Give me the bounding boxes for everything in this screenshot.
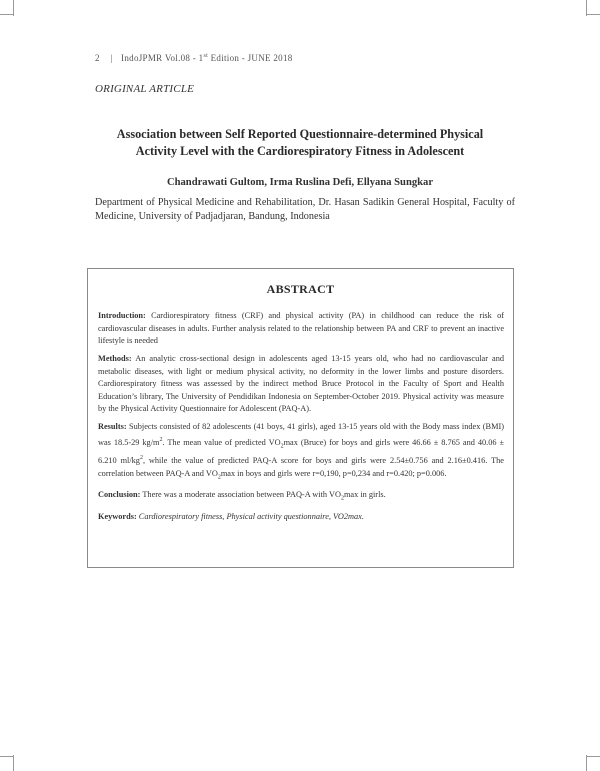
keywords-text: Cardiorespiratory fitness, Physical activity questionnaire, VO2max.	[136, 512, 364, 521]
crop-mark-top-right-h	[586, 14, 600, 15]
introduction-text: Cardiorespiratory fitness (CRF) and physical activity (PA) in childhood can reduce the risk of cardiovascular diseases in adults. Further analysis related to the relationship between PA and CRF to prevent an inactive lifestyle is needed	[98, 311, 504, 345]
conclusion-label: Conclusion:	[98, 490, 141, 500]
page-number: 2	[95, 53, 100, 63]
abstract-body	[98, 310, 504, 529]
keywords-label: Keywords:	[98, 512, 137, 521]
methods-text: An analytic cross-sectional design in adolescents aged 13-15 years old, who had no cardiovascular and metabolic diseases, with light or medium physical activity, no deformity in the lower limbs and posture disorders. Cardiorespiratory fitness was assessed by the indirect method Bruce Protocol in the Faculty of Sport and Health Education’s library, The University of Pendidikan Indonesia on September-October 2019. Physical activity was measure by the Physical Activity Questionnaire for Adolescent (PAQ-A).	[98, 354, 504, 413]
title-line-1: Association between Self Reported Questionnaire-determined Physical	[116, 127, 484, 141]
methods-label: Methods:	[98, 354, 132, 363]
paper-title	[95, 126, 505, 160]
results-sub-2: 2	[217, 474, 221, 481]
abstract-keywords	[98, 511, 504, 524]
results-text-2: . The mean value of predicted VO	[162, 437, 281, 447]
conclusion-text-1: There was a moderate association between PAQ-A with VO	[140, 490, 341, 500]
abstract-conclusion	[98, 489, 504, 505]
header-separator: |	[110, 53, 113, 63]
conclusion-sub: 2	[340, 496, 344, 502]
results-label: Results:	[98, 422, 127, 431]
affiliation: Department of Physical Medicine and Rehabilitation, Dr. Hasan Sadikin General Hospital, Faculty of Medicine, University of Padjadjaran, Bandung, Indonesia	[95, 197, 515, 222]
results-text-3: max (Bruce) for boys and girls were 46.66 ± 8.765 and 40.06 ± 6.210 ml/kg	[98, 437, 504, 466]
crop-mark-bottom-right-h	[586, 756, 600, 757]
results-sub-1: 2	[280, 442, 284, 449]
author-list: Chandrawati Gultom, Irma Ruslina Defi, Ellyana Sungkar	[166, 177, 434, 188]
crop-mark-bottom-left	[13, 755, 14, 771]
results-text-4: , while the value of predicted PAQ-A score for boys and girls were 2.54±0.756 and 2.16±0.416. The correlation between PAQ-A and VO	[98, 456, 504, 478]
edition-text: Edition - JUNE 2018	[208, 53, 293, 63]
journal-name: IndoJPMR Vol.08 - 1	[121, 53, 204, 63]
crop-mark-bottom-right	[586, 755, 587, 771]
abstract-results	[98, 421, 504, 484]
conclusion-text-2: max in girls.	[343, 490, 386, 500]
crop-mark-top-left-h	[0, 14, 14, 15]
results-sup-1: 2	[159, 436, 163, 443]
abstract-heading: ABSTRACT	[266, 282, 335, 296]
abstract-methods	[98, 353, 504, 416]
edition-superscript: st	[203, 53, 209, 59]
results-text-1: Subjects consisted of 82 adolescents (41 boys, 41 girls), aged 13-15 years old with the Body mass index (BMI) was 18.5-29 kg/m	[98, 422, 504, 447]
running-header	[95, 53, 293, 63]
results-sup-2: 2	[139, 455, 143, 462]
results-text-5: max in boys and girls were r=0,190, p=0,234 and r=0.420; p=0.006.	[220, 468, 447, 478]
title-line-2: Activity Level with the Cardiorespiratory Fitness in Adolescent	[135, 144, 465, 158]
introduction-label: Introduction:	[98, 311, 146, 320]
article-type: ORIGINAL ARTICLE	[95, 83, 195, 95]
abstract-introduction	[98, 310, 504, 348]
crop-mark-bottom-left-h	[0, 756, 14, 757]
